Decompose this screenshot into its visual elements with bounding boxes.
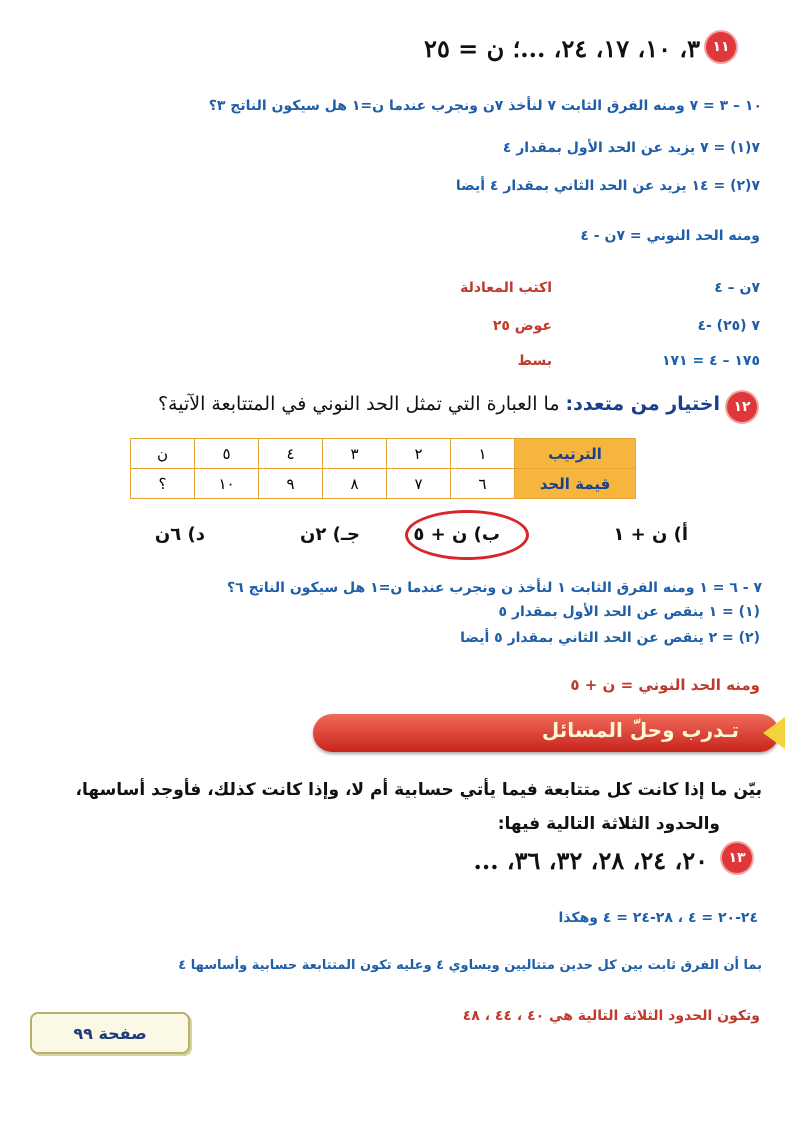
table-cell: ٣ <box>323 439 387 469</box>
choice-b: ب) ن + ٥ <box>413 524 500 545</box>
choice-b-circle <box>405 510 529 560</box>
q11-step3-note: بسط <box>517 353 552 369</box>
table-cell: ؟ <box>131 469 195 499</box>
table-row-order <box>131 439 636 469</box>
choice-c: جـ) ٢ن <box>299 524 360 545</box>
table-cell: ٩ <box>259 469 323 499</box>
q12-title: اختيار من متعدد: <box>565 393 720 415</box>
question-13-sequence: ٢٠، ٢٤، ٢٨، ٣٢، ٣٦، ... <box>473 846 708 875</box>
instructions-line1: بيّن ما إذا كانت كل متتابعة فيما يأتي حسابية أم لا، وإذا كانت كذلك، فأوجد أساسها، <box>75 780 762 800</box>
table-cell: ١ <box>451 439 515 469</box>
table-cell: ٦ <box>451 469 515 499</box>
page-number: صفحة ٩٩ <box>30 1012 190 1054</box>
q13-explanation-line2: بما أن الفرق ثابت بين كل حدين متتاليين ويساوي ٤ وعليه تكون المتتابعة حسابية وأساسها ٤ <box>178 958 762 973</box>
instructions-line2: والحدود الثلاثة التالية فيها: <box>497 814 720 834</box>
q11-step2-expr: ٧ (٢٥) -٤ <box>697 318 760 334</box>
q12-explanation-line1: ٧ - ٦ = ١ ومنه الفرق الثابت ١ لنأخذ ن ونجرب عندما ن=١ هل سيكون الناتج ٦؟ <box>227 580 762 596</box>
q12-question: ما العبارة التي تمثل الحد النوني في المتتابعة الآتية؟ <box>157 393 560 415</box>
sequence-table <box>130 438 636 499</box>
choice-d: د) ٦ن <box>154 524 205 545</box>
table-header-value: قيمة الحد <box>515 469 636 499</box>
table-cell: ٨ <box>323 469 387 499</box>
q12-explanation-line3: (٢) = ٢ ينقص عن الحد الثاني بمقدار ٥ أيضا <box>460 630 760 646</box>
q13-next-terms: وتكون الحدود الثلاثة التالية هي ٤٠ ، ٤٤ ، ٤٨ <box>462 1008 760 1024</box>
q11-nth-term: ومنه الحد النوني = ٧ن - ٤ <box>580 228 760 244</box>
q11-step2-note: عوض ٢٥ <box>492 318 552 334</box>
q11-step1-expr: ٧ن – ٤ <box>714 280 760 296</box>
q11-step1-note: اكتب المعادلة <box>460 280 552 296</box>
table-cell: ٥ <box>195 439 259 469</box>
section-banner <box>313 714 779 752</box>
table-cell: ٤ <box>259 439 323 469</box>
q13-explanation-line1: ٢٤-٢٠ = ٤ ، ٢٨-٢٤ = ٤ وهكذا <box>558 910 758 926</box>
q12-nth-term: ومنه الحد النوني = ن + ٥ <box>570 676 760 694</box>
question-13-badge: ١٣ <box>722 843 752 873</box>
banner-title: تـدرب وحلّ المسائل <box>541 718 739 742</box>
table-cell: ٧ <box>387 469 451 499</box>
q11-explanation-line3: ٧(٢) = ١٤ يزيد عن الحد الثاني بمقدار ٤ أيضا <box>455 178 760 194</box>
table-header-order: الترتيب <box>515 439 636 469</box>
question-11-sequence: ٣، ١٠، ١٧، ٢٤، ...؛ ن = ٢٥ <box>424 34 700 63</box>
table-cell: ٢ <box>387 439 451 469</box>
question-12-prompt <box>158 393 720 415</box>
table-cell: ١٠ <box>195 469 259 499</box>
question-11-badge: ١١ <box>706 32 736 62</box>
banner-arrow-icon <box>763 717 785 749</box>
table-row-value <box>131 469 636 499</box>
q11-explanation-line1: ١٠ – ٣ = ٧ ومنه الفرق الثابت ٧ لنأخذ ٧ن ونجرب عندما ن=١ هل سيكون الناتج ٣؟ <box>208 98 762 114</box>
question-12-badge: ١٢ <box>727 392 757 422</box>
q11-step3-expr: ١٧٥ – ٤ = ١٧١ <box>661 353 760 369</box>
q12-explanation-line2: (١) = ١ ينقص عن الحد الأول بمقدار ٥ <box>498 604 760 620</box>
q11-explanation-line2: ٧(١) = ٧ يزيد عن الحد الأول بمقدار ٤ <box>502 140 760 156</box>
table-cell: ن <box>131 439 195 469</box>
choice-a: أ) ن + ١ <box>613 524 688 545</box>
